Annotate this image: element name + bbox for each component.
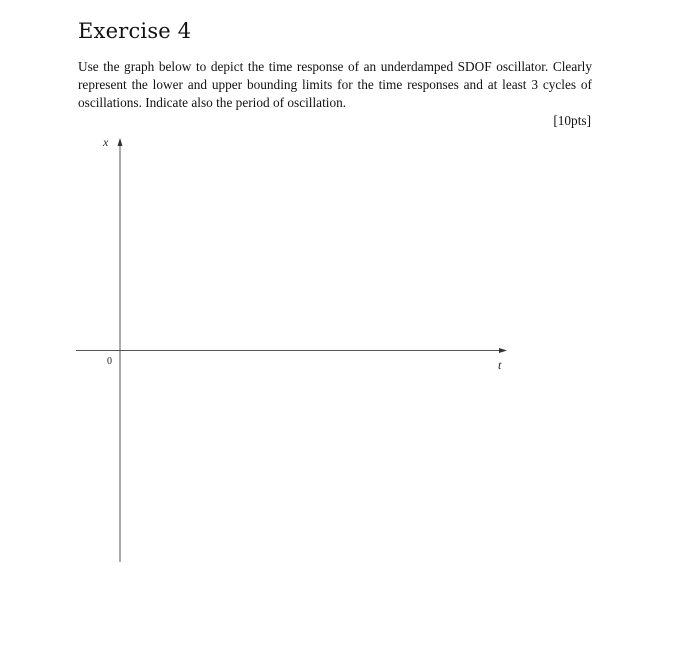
exercise-title: Exercise 4	[78, 19, 192, 43]
y-axis-label: x	[103, 135, 109, 149]
x-axis-label: t	[498, 358, 502, 372]
origin-label: 0	[107, 356, 112, 367]
exercise-prompt: Use the graph below to depict the time response of an underdamped SDOF oscillator. Clearly represent the lower and upper bounding limits for the time responses and at least 3 cycles of oscillations. Indicate also the period of oscillation.	[78, 59, 592, 110]
points-label: [10pts]	[553, 113, 591, 128]
x-axis-arrowhead	[499, 348, 507, 353]
y-axis-arrowhead	[118, 138, 123, 146]
